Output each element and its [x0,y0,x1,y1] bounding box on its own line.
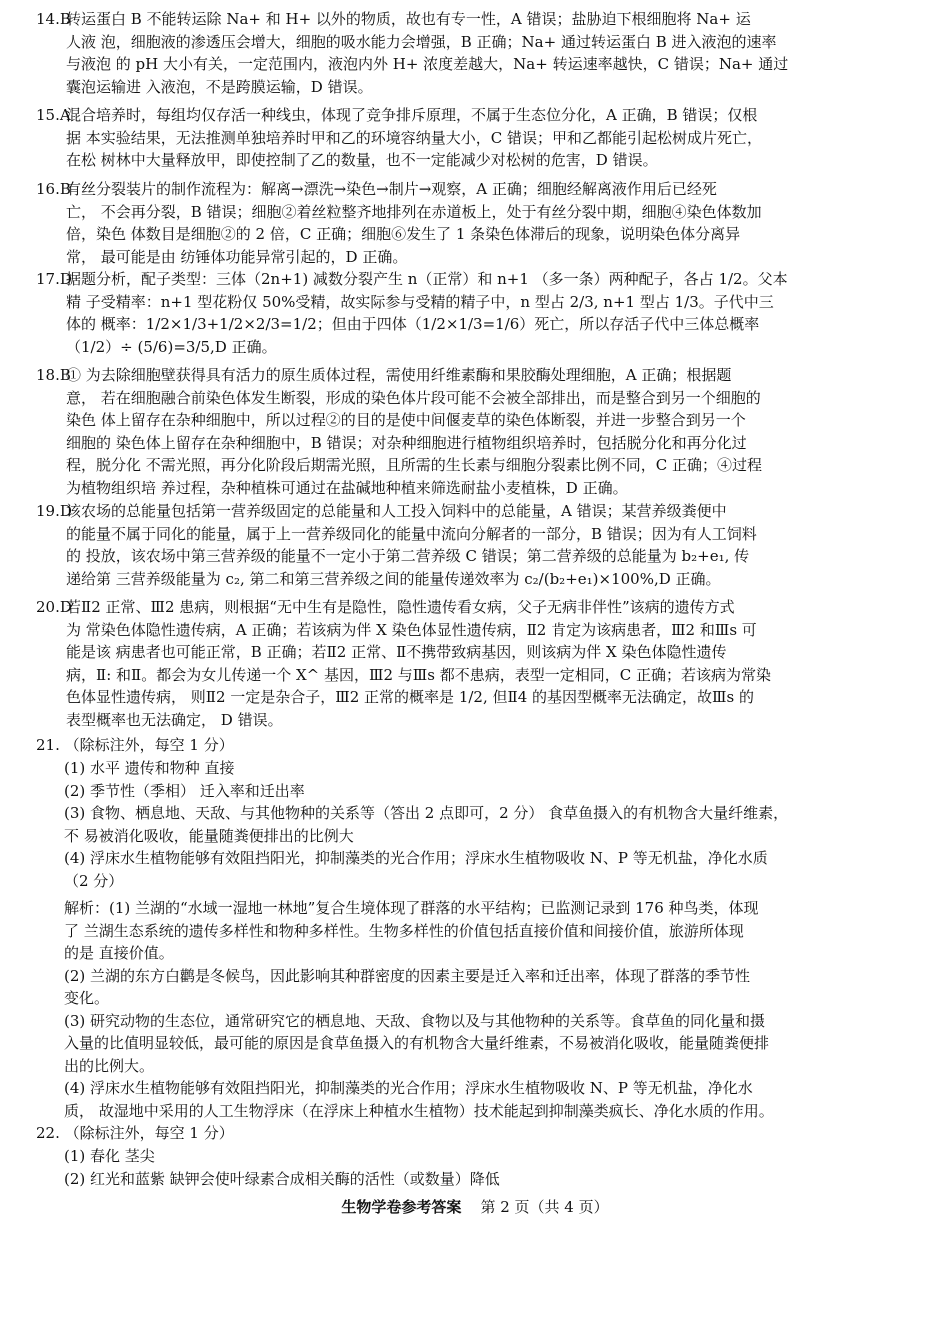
answer-line: 意， 若在细胞融合前染色体发生断裂，形成的染色体片段可能不会被全部排出，而是整合到另一个细胞的 [66,388,761,407]
answer-line: 为 常染色体隐性遗传病，A 正确；若该病为伴 X 染色体显性遗传病，Ⅱ2 肯定为该病患者，Ⅲ2 和Ⅲs 可 [66,620,757,639]
analysis-line: 变化。 [64,989,110,1007]
analysis-line: 质， 故湿地中采用的人工生物浮床（在浮床上种植水生植物）技术能起到抑制藻类疯长、净化水质的作用。 [64,1101,774,1120]
question-number: 16.B [36,180,71,198]
answer-18 [36,364,916,499]
answer-line: 的 投放，该农场中第三营养级的能量不一定小于第二营养级 C 错误；第二营养级的总能量为 b₂+e₁, 传 [66,547,750,565]
answer-line: (2) 红光和蓝紫 缺钾会使叶绿素合成相关酶的活性（或数量）降低 [64,1169,500,1188]
answer-line: 混合培养时，每组均仅存活一种线虫，体现了竞争排斥原理，不属于生态位分化，A 正确，B 错误；仅根 [66,106,758,124]
answer-line: (2) 季节性（季相） 迁入率和迁出率 [64,781,305,800]
answer-14 [36,8,916,98]
answer-line: 染色 体上留存在杂种细胞中，所以过程②的目的是使中间偃麦草的染色体断裂，并进一步整合到另一个 [66,411,746,429]
answer-line: 细胞的 染色体上留存在杂种细胞中，B 错误；对杂种细胞进行植物组织培养时，包括脱分化和再分化过 [66,433,747,452]
answer-22-answers [64,1145,924,1190]
page-footer [0,1196,950,1217]
analysis-line: 解析：(1) 兰湖的“水域一湿地一林地”复合生境体现了群落的水平结构；已监测记录到 176 种鸟类，体现 [64,899,759,917]
question-number: 17.D [36,270,72,288]
answer-line: 不 易被消化吸收，能量随粪便排出的比例大 [64,826,354,845]
answer-line: 转运蛋白 B 不能转运除 Na+ 和 H+ 以外的物质，故也有专一性，A 错误；盐胁迫下根细胞将 Na+ 运 [66,10,751,28]
answer-line: 囊泡运输进 入液泡，不是跨膜运输，D 错误。 [66,77,373,96]
question-number: 14.B [36,10,71,28]
answer-17 [36,268,916,358]
answer-line: 据 本实验结果，无法推测单独培养时甲和乙的环境容纳量大小，C 错误；甲和乙都能引起松树成片死亡， [66,128,763,147]
answer-line: 常， 最可能是由 纺锤体功能异常引起的，D 正确。 [66,247,408,266]
answer-line: (4) 浮床水生植物能够有效阻挡阳光，抑制藻类的光合作用；浮床水生植物吸收 N、P 等无机盐，净化水质 [64,849,768,867]
answer-20 [36,596,916,731]
answer-line: 该农场的总能量包括第一营养级固定的总能量和人工投入饲料中的总能量，A 错误；某营养级粪便中 [66,502,727,520]
answer-15 [36,104,916,172]
analysis-line: (3) 研究动物的生态位，通常研究它的栖息地、天敌、食物以及与其他物种的关系等。食草鱼的同化量和摄 [64,1011,766,1030]
question-21-heading: 21. （除标注外，每空 1 分） [36,736,234,754]
answer-line: 精 子受精率：n+1 型花粉仅 50%受精，故实际参与受精的精子中，n 型占 2/3, n+1 型占 1/3。子代中三 [66,292,774,311]
question-number: 19.D [36,502,72,520]
answer-line: 递给第 三营养级能量为 c₂, 第二和第三营养级之间的能量传递效率为 c₂/(b₂+e₁)×100%,D 正确。 [66,569,721,588]
analysis-line: 了 兰湖生态系统的遗传多样性和物种多样性。生物多样性的价值包括直接价值和间接价值，旅游所体现 [64,921,744,940]
answer-line: (1) 水平 遗传和物种 直接 [64,759,235,777]
answer-line: 病，Ⅱ: 和Ⅱ。都会为女儿传递一个 X^ 基因，Ⅲ2 与Ⅲs 都不患病，表型一定相同，C 正确；若该病为常染 [66,665,771,684]
answer-line: 表型概率也无法确定， D 错误。 [66,710,283,729]
answer-21-analysis [64,897,924,1122]
answer-line: 能是该 病患者也可能正常，B 正确；若Ⅱ2 正常、Ⅱ不携带致病基因，则该病为伴 X 染色体隐性遗传 [66,643,727,661]
answer-line: （1/2）÷ (5/6)=3/5,D 正确。 [66,337,277,356]
answer-line: 在松 树林中大量释放甲，即使控制了乙的数量，也不一定能减少对松树的危害，D 错误。 [66,151,658,169]
answer-line: (1) 春化 茎尖 [64,1147,155,1165]
analysis-line: 出的比例大。 [64,1056,155,1075]
analysis-line: 的是 直接价值。 [64,944,174,962]
question-number: 18.B [36,366,71,384]
answer-16 [36,178,916,268]
answer-line: 人液 泡，细胞液的渗透压会增大，细胞的吸水能力会增强，B 正确；Na+ 通过转运蛋白 B 进入液泡的速率 [66,32,777,51]
answer-19 [36,500,916,590]
page-number: 第 2 页（共 4 页） [480,1198,609,1216]
analysis-line: (4) 浮床水生植物能够有效阻挡阳光，抑制藻类的光合作用；浮床水生植物吸收 N、P 等无机盐，净化水 [64,1079,753,1097]
answer-line: (3) 食物、栖息地、天敌、与其他物种的关系等（答出 2 点即可，2 分） 食草鱼摄入的有机物含大量纤维素， [64,804,789,822]
answer-line: 程，脱分化 不需光照，再分化阶段后期需光照，且所需的生长素与细胞分裂素比例不同，C 正确；④过程 [66,456,763,474]
question-number: 20.D [36,598,72,616]
answer-line: 色体显性遗传病， 则Ⅱ2 一定是杂合子，Ⅲ2 正常的概率是 1/2, 但Ⅱ4 的基因型概率无法确定，故Ⅲs 的 [66,688,754,706]
answer-line: 与液泡 的 pH 大小有关，一定范围内，液泡内外 H+ 浓度差越大，Na+ 转运速率越快，C 错误；Na+ 通过 [66,55,789,73]
answer-line: 倍，染色 体数目是细胞②的 2 倍，C 正确；细胞⑥发生了 1 条染色体滞后的现象，说明染色体分离异 [66,225,741,243]
footer-title: 生物学卷参考答案 [341,1198,462,1216]
answer-line: 亡， 不会再分裂，B 错误；细胞②着丝粒整齐地排列在赤道板上，处于有丝分裂中期，细胞④染色体数加 [66,202,762,221]
question-22-heading: 22. （除标注外，每空 1 分） [36,1124,234,1142]
analysis-line: 入量的比值明显较低，最可能的原因是食草鱼摄入的有机物含大量纤维素，不易被消化吸收，能量随粪便排 [64,1034,770,1052]
answer-line: 若Ⅱ2 正常、Ⅲ2 患病，则根据“无中生有是隐性，隐性遗传看女病，父子无病非伴性”该病的遗传方式 [66,598,735,616]
answer-line: ① 为去除细胞壁获得具有活力的原生质体过程，需使用纤维素酶和果胶酶处理细胞，A 正确；根据题 [66,366,732,384]
analysis-line: (2) 兰湖的东方白鹳是冬候鸟，因此影响其种群密度的因素主要是迁入率和迁出率，体现了群落的季节性 [64,966,751,985]
answer-21-answers [64,757,924,892]
answer-line: 为植物组织培 养过程，杂种植株可通过在盐碱地种植来筛选耐盐小麦植株，D 正确。 [66,478,628,497]
answer-line: 体的 概率：1/2×1/3+1/2×2/3=1/2；但由于四体（1/2×1/3=1/6）死亡，所以存活子代中三体总概率 [66,315,760,333]
answer-line: 的能量不属于同化的能量，属于上一营养级同化的能量中流向分解者的一部分，B 错误；因为有人工饲料 [66,524,757,543]
answer-line: （2 分） [64,871,124,890]
answer-line: 据题分析，配子类型：三体（2n+1) 减数分裂产生 n（正常）和 n+1 （多一条）两种配子，各占 1/2。父本 [66,270,788,288]
answer-line: 有丝分裂装片的制作流程为：解离→漂洗→染色→制片→观察，A 正确；细胞经解离液作用后已经死 [66,180,717,198]
question-number: 15.A [36,106,71,124]
